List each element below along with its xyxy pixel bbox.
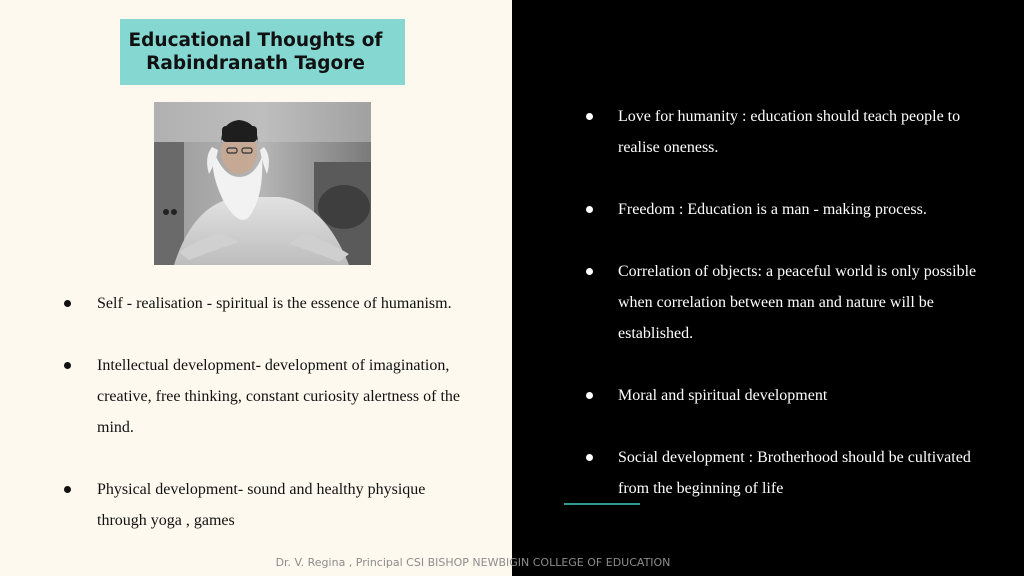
bullet-text: Social development : Brotherhood should be cultivated from the beginning of life xyxy=(618,449,971,497)
list-item xyxy=(584,194,984,225)
bullet-dot-icon xyxy=(586,392,593,399)
bullet-dot-icon xyxy=(586,206,593,213)
bullet-text: Moral and spiritual development xyxy=(618,387,828,404)
list-item xyxy=(63,350,463,443)
right-bullet-list xyxy=(584,101,984,535)
slide-title-box xyxy=(120,19,405,85)
slide-title-line-1: Educational Thoughts of xyxy=(128,30,383,51)
list-item xyxy=(584,101,984,163)
left-bullet-list xyxy=(63,288,463,567)
bullet-dot-icon xyxy=(64,486,71,493)
slide-title-line-2: Rabindranath Tagore xyxy=(146,53,365,74)
slide-footer: Dr. V. Regina , Principal CSI BISHOP NEWBIGIN COLLEGE OF EDUCATION xyxy=(275,556,671,569)
list-item xyxy=(584,442,984,504)
bullet-text: Correlation of objects: a peaceful world is only possible when correlation between man and nature will be established. xyxy=(618,263,977,342)
bullet-text: Intellectual development- development of imagination, creative, free thinking, constant curiosity alertness of the mind. xyxy=(97,357,460,436)
list-item xyxy=(584,380,984,411)
bullet-text: Love for humanity : education should teach people to realise oneness. xyxy=(618,108,961,156)
bullet-dot-icon xyxy=(64,362,71,369)
bullet-dot-icon xyxy=(64,300,71,307)
bullet-dot-icon xyxy=(586,113,593,120)
bullet-dot-icon xyxy=(586,268,593,275)
bullet-dot-icon xyxy=(586,454,593,461)
bullet-text: Freedom : Education is a man - making process. xyxy=(618,201,927,218)
portrait-photo xyxy=(154,102,371,265)
bullet-text: Physical development- sound and healthy physique through yoga , games xyxy=(97,481,426,529)
list-item xyxy=(63,474,463,536)
accent-line xyxy=(564,503,640,505)
list-item xyxy=(63,288,463,319)
list-item xyxy=(584,256,984,349)
slide-title xyxy=(129,29,383,75)
bullet-text: Self - realisation - spiritual is the essence of humanism. xyxy=(97,295,452,312)
